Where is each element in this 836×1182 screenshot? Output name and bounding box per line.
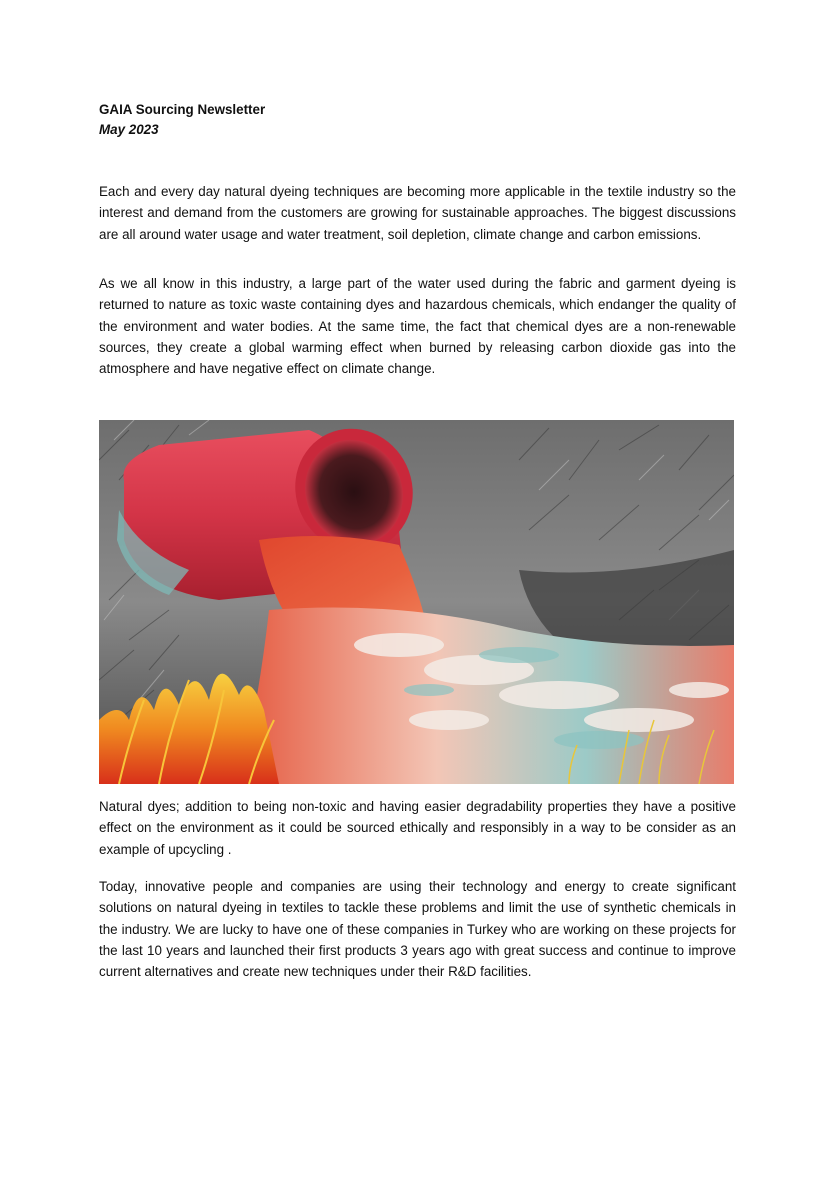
paragraph-water-waste: As we all know in this industry, a large part of the water used during the fabric and garment dyeing is returned to nature as toxic waste containing dyes and hazardous chemicals, which endanger the quality of the environment and water bodies. At the same time, the fact that chemical dyes are a non-renewable sources, they create a global warming effect when burned by releasing carbon dioxide gas into the atmosphere and have negative effect on climate change. xyxy=(99,276,736,377)
photo-illustration xyxy=(99,420,734,784)
newsletter-header xyxy=(99,100,265,140)
newsletter-date: May 2023 xyxy=(99,122,159,137)
paragraph-natural-dyes: Natural dyes; addition to being non-toxic and having easier degradability properties they have a positive effect on the environment as it could be sourced ethically and responsibly in a way to be consider as an example of upcycling . xyxy=(99,799,736,857)
newsletter-title: GAIA Sourcing Newsletter xyxy=(99,102,266,117)
pipe-discharge-photo xyxy=(99,420,734,784)
paragraph-intro: Each and every day natural dyeing techniques are becoming more applicable in the textile industry so the interest and demand from the customers are growing for sustainable approaches. The biggest discussions are all around water usage and water treatment, soil depletion, climate change and carbon emissions. xyxy=(99,184,736,242)
paragraph-innovation: Today, innovative people and companies are using their technology and energy to create significant solutions on natural dyeing in textiles to tackle these problems and limit the use of synthetic chemicals in the industry. We are lucky to have one of these companies in Turkey who are working on these projects for the last 10 years and launched their first products 3 years ago with great success and continue to improve current alternatives and create new techniques under their R&D facilities. xyxy=(99,879,736,980)
